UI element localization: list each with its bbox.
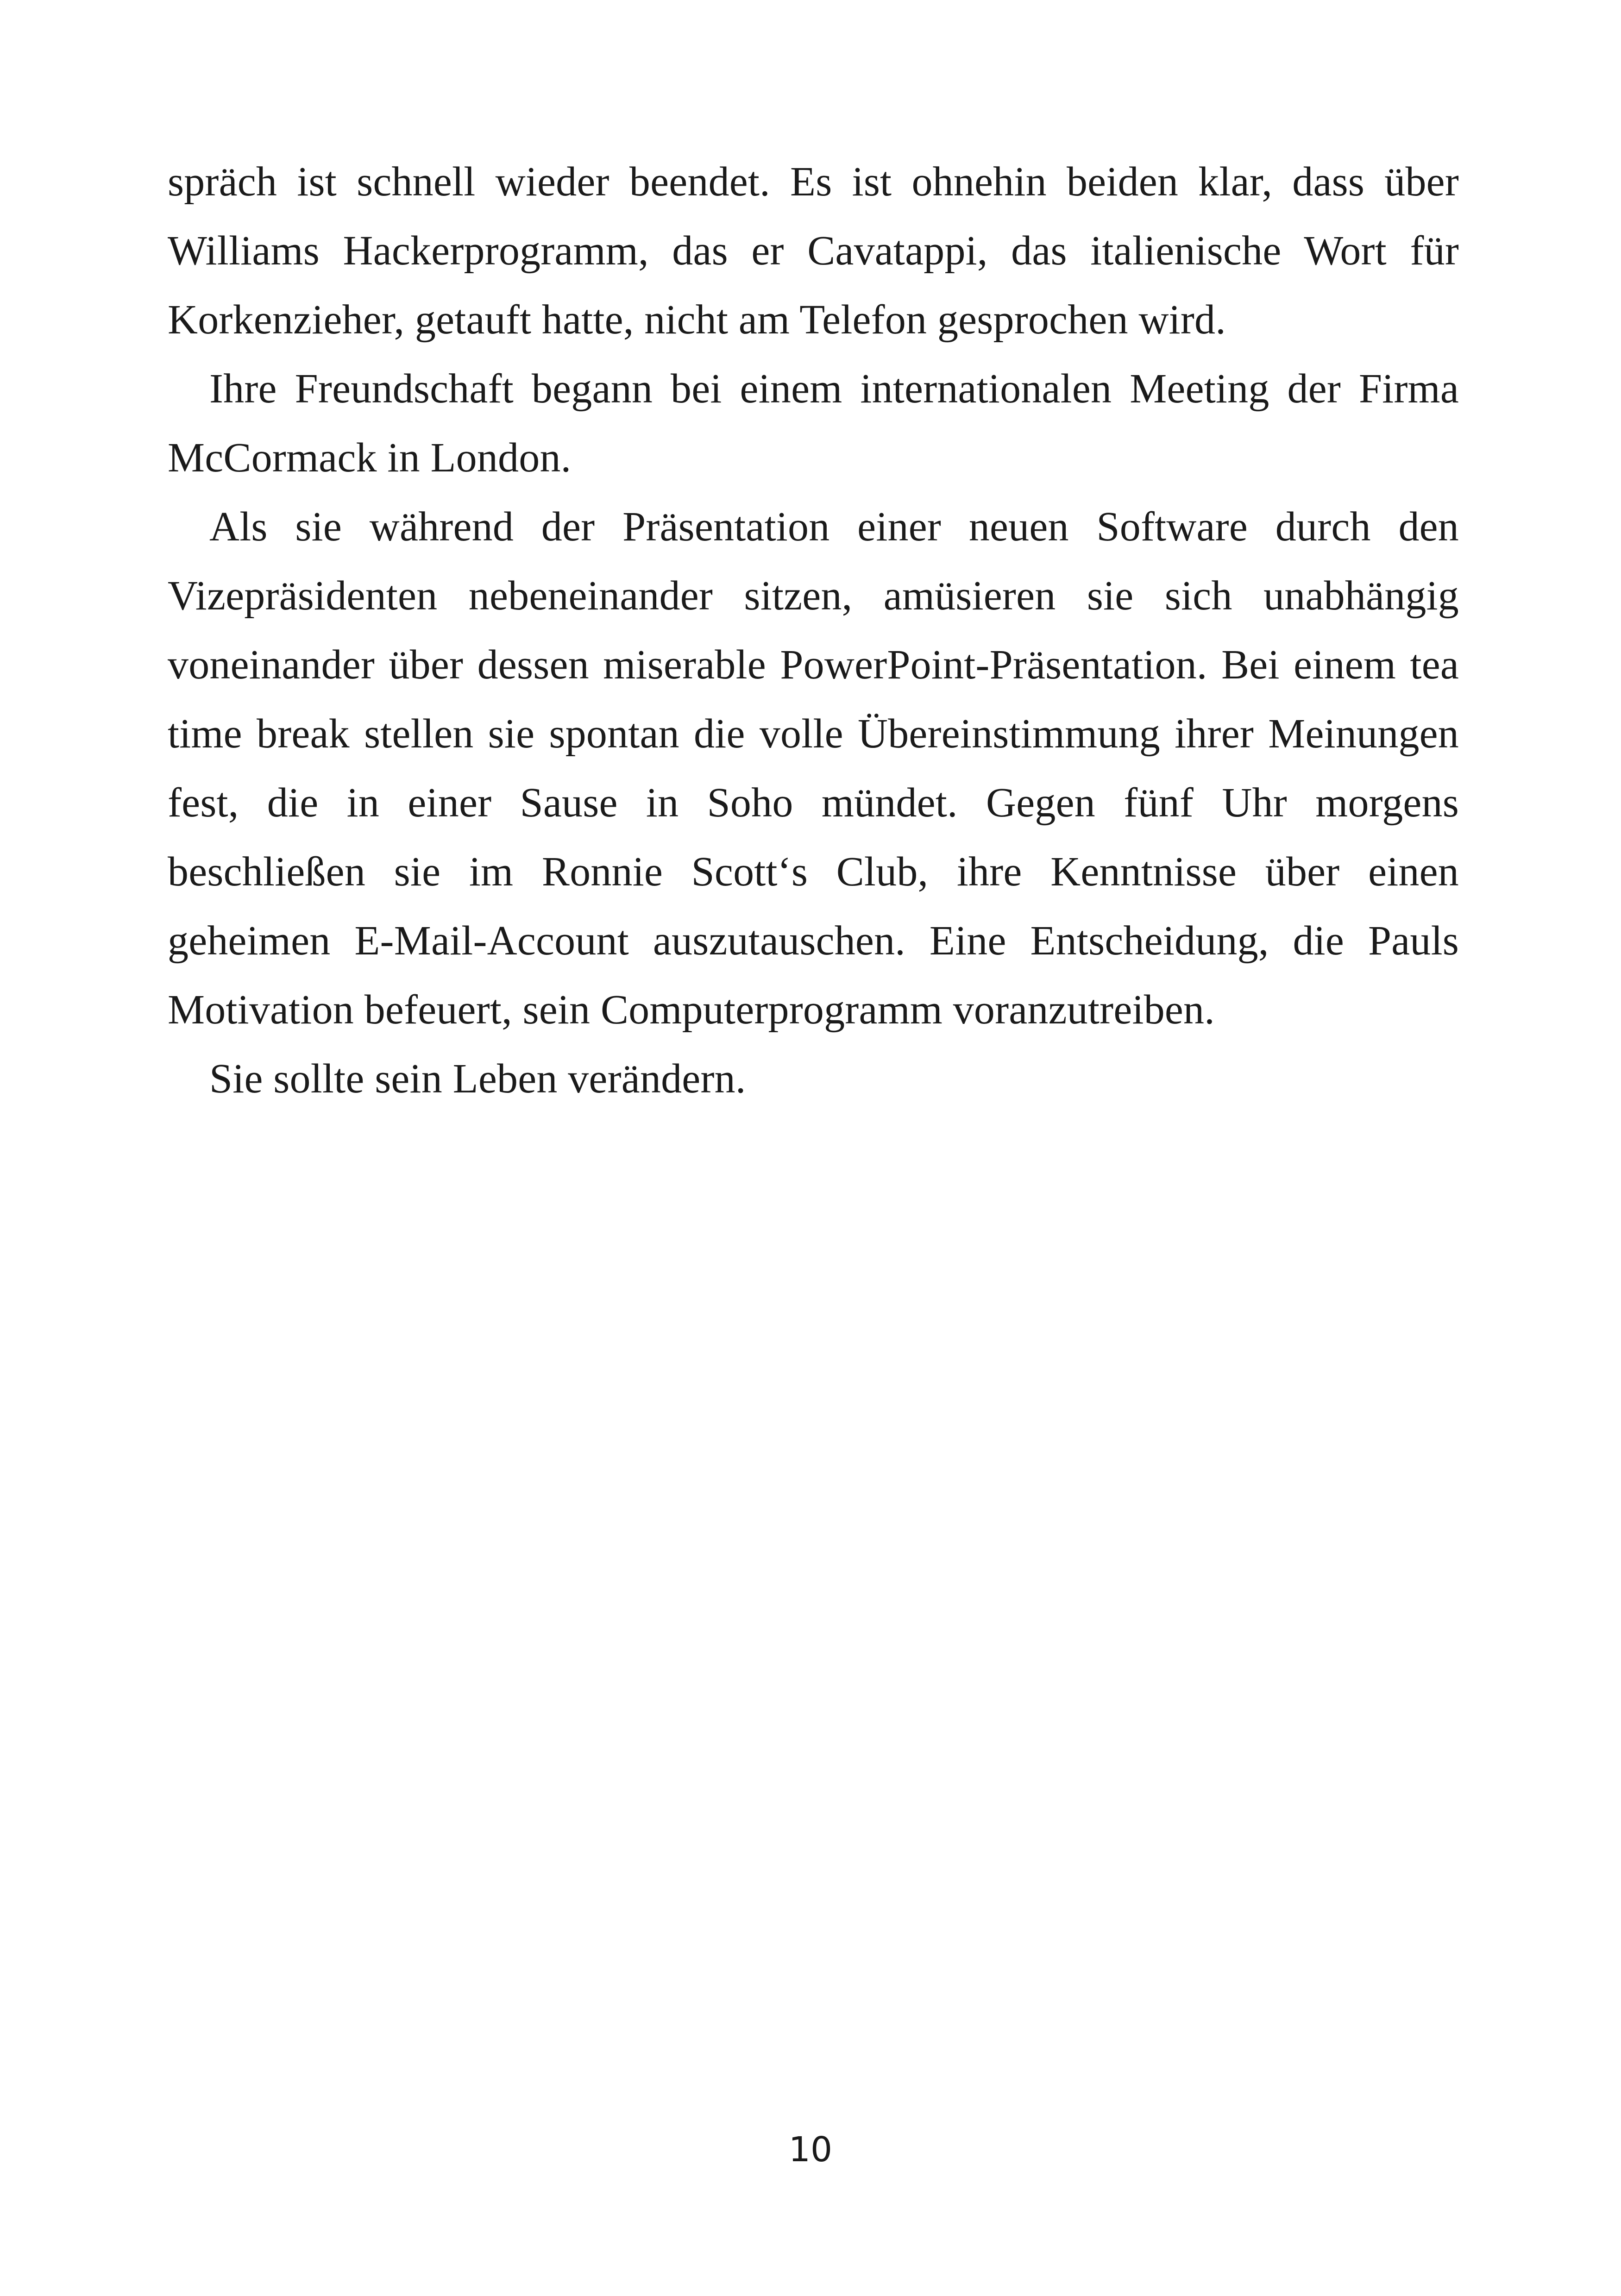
paragraph-presentation: Als sie während der Präsentation einer neuen Software durch den Vizepräsidenten nebeneinander sitzen, amüsieren sie sich unabhängig voneinander über dessen miserable PowerPoint-Präsentation. Bei einem tea time break stellen sie spontan die volle Übereinstimmung ihrer Meinungen fest, die in einer Sause in Soho mündet. Gegen fünf Uhr morgens beschließen sie im Ronnie Scott‘s Club, ihre Kenntnisse über einen geheimen E-Mail-Account auszutauschen. Eine Entscheidung, die Pauls Motivation befeuert, sein Computerprogramm voranzutreiben. [168, 504, 1459, 1033]
paragraph-closing: Sie sollte sein Leben verändern. [209, 1056, 746, 1102]
page-number: 10 [788, 2130, 833, 2170]
body-text [168, 147, 1459, 1113]
paragraph-continuation: spräch ist schnell wieder beendet. Es ist ohnehin beiden klar, dass über Williams Hackerprogramm, das er Cavatappi, das italienische Wort für Korkenzieher, getauft hatte, nicht am Telefon gesprochen wird. [168, 159, 1459, 343]
paragraph-friendship: Ihre Freundschaft begann bei einem internationalen Meeting der Firma McCormack in London. [168, 366, 1459, 481]
